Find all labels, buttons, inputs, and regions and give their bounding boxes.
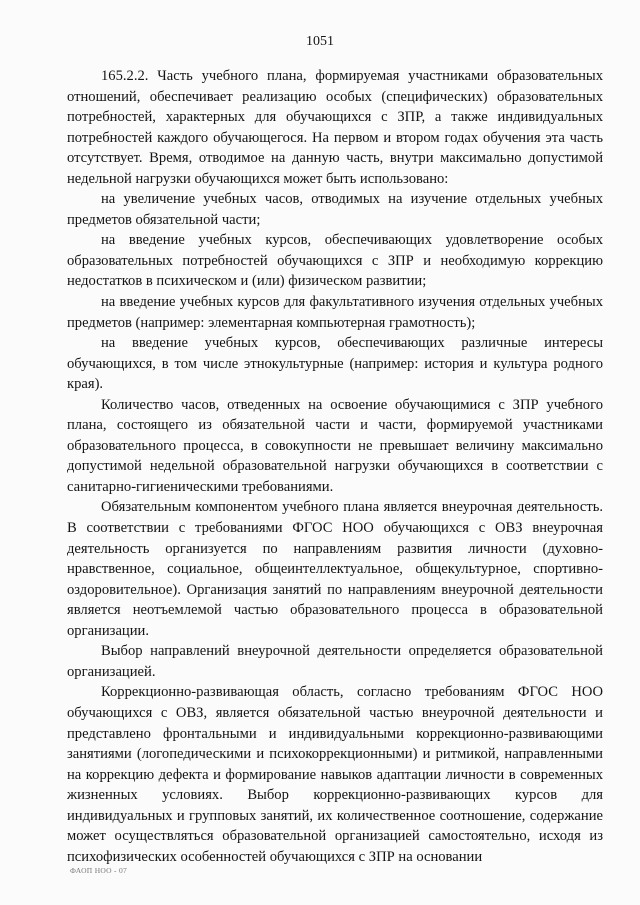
list-item-increase-hours: на увеличение учебных часов, отводимых на изучение отдельных учебных предметов обязательной части; [67, 191, 603, 228]
paragraph-extracurricular: Обязательным компонентом учебного плана является внеурочная деятельность. В соответствии с требованиями ФГОС НОО обучающихся с ОВЗ внеурочная деятельность организуется по направлениям развития личности (духовно-нравственное, социальное, общеинтеллектуальное, общекультурное, спортивно-оздоровительное). Организация занятий по направлениям внеурочной деятельности является неотъемлемой частью образовательного процесса в образовательной организации. [67, 499, 603, 639]
list-item-interest-courses: на введение учебных курсов, обеспечивающих различные интересы обучающихся, в том числе этнокультурные (например: история и культура родного края). [67, 335, 603, 393]
footer-mark: ФАОП НОО - 07 [70, 866, 128, 875]
paragraph-hours-total: Количество часов, отведенных на освоение обучающимися с ЗПР учебного плана, состоящего из обязательной части и части, формируемой участниками образовательного процесса, в совокупности не превышает величину максимально допустимой недельной образовательной нагрузки обучающихся в соответствии с санитарно-гигиеническими требованиями. [67, 396, 603, 495]
paragraph-choice-of-directions: Выбор направлений внеурочной деятельности определяется образовательной организацией. [67, 643, 603, 680]
list-item-special-needs-courses: на введение учебных курсов, обеспечивающих удовлетворение особых образовательных потребностей обучающихся с ЗПР и необходимую коррекцию недостатков в психическом и (или) физическом развитии; [67, 232, 603, 290]
paragraph-correctional-area: Коррекционно-развивающая область, согласно требованиям ФГОС НОО обучающихся с ОВЗ, является обязательной частью внеурочной деятельности и представлено фронтальными и индивидуальными коррекционно-развивающими занятиями (логопедическими и психокоррекционными) и ритмикой, направленными на коррекцию дефекта и формирование навыков адаптации личности в современных жизненных условиях. Выбор коррекционно-развивающих курсов для индивидуальных и групповых занятий, их количественное соотношение, содержание может осуществляться образовательной организацией самостоятельно, исходя из психофизических особенностей обучающихся с ЗПР на основании [67, 684, 603, 865]
list-item-optional-courses: на введение учебных курсов для факультативного изучения отдельных учебных предметов (например: элементарная компьютерная грамотность); [67, 294, 603, 331]
paragraph-165-2-2: 165.2.2. Часть учебного плана, формируемая участниками образовательных отношений, обеспечивает реализацию особых (специфических) образовательных потребностей, характерных для обучающихся с ЗПР, а также индивидуальных потребностей каждого обучающегося. На первом и втором годах обучения эта часть отсутствует. Время, отводимое на данную часть, внутри максимально допустимой недельной нагрузки обучающихся может быть использовано: [67, 68, 603, 187]
document-body [67, 66, 603, 867]
page-number: 1051 [306, 34, 334, 49]
